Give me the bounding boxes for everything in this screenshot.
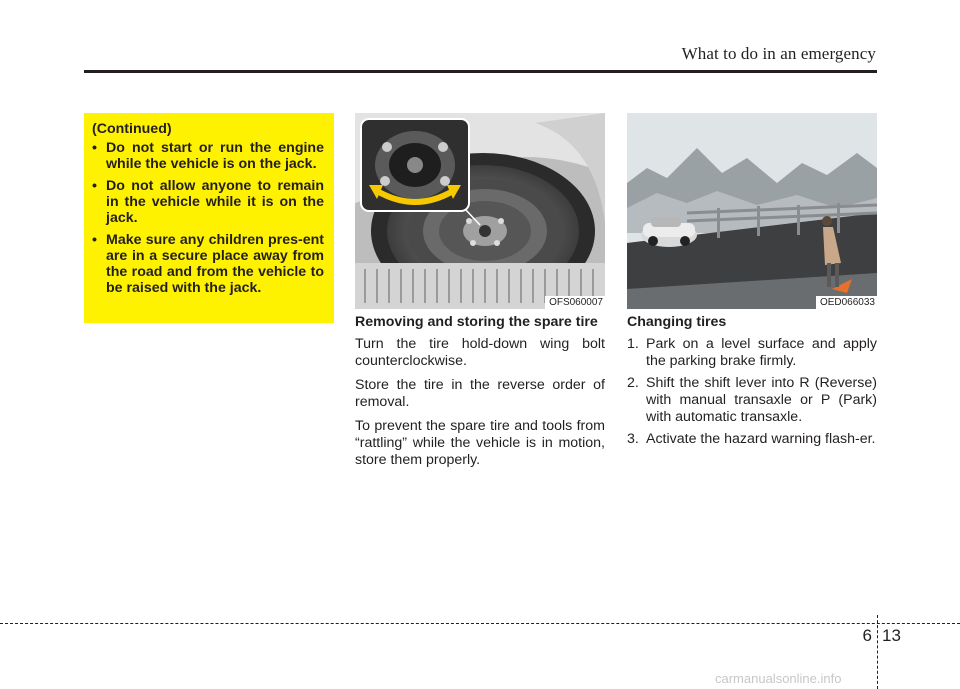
step-item [627, 336, 877, 370]
section-heading: Changing tires [627, 314, 727, 330]
watermark: carmanualsonline.info [715, 671, 842, 686]
footer-rule [0, 623, 960, 624]
warning-item: • Do not allow anyone to remain in the vehicle while it is on the jack. [92, 178, 324, 226]
warning-continued: (Continued) [92, 121, 172, 137]
section-heading: Removing and storing the spare tire [355, 314, 598, 330]
warning-box [84, 113, 334, 323]
section-title: What to do in an emergency [681, 44, 876, 63]
step-item [627, 375, 877, 426]
step-number: 2. [627, 375, 639, 391]
spare-tire-illustration [355, 113, 605, 309]
footer-divider [877, 615, 878, 689]
step-text: Park on a level surface and apply the parking brake firmly. [646, 336, 877, 369]
warning-item: • Do not start or run the engine while the vehicle is on the jack. [92, 140, 324, 172]
warning-item: • Make sure any children pres-ent are in a secure place away from the road and from the vehicle to be raised with the jack. [92, 232, 324, 296]
spare-tire-section [355, 314, 605, 476]
figure-code: OED066033 [816, 296, 877, 309]
figure-code: OFS060007 [545, 296, 605, 309]
paragraph: Store the tire in the reverse order of removal. [355, 377, 605, 410]
roadside-illustration [627, 113, 877, 309]
chapter-number: 6 [862, 626, 872, 645]
paragraph: To prevent the spare tire and tools from “rattling” while the vehicle is in motion, store them properly. [355, 418, 605, 468]
header-rule [84, 70, 877, 73]
step-text: Activate the hazard warning flash-er. [646, 431, 876, 447]
steps-list [627, 336, 877, 448]
roadside-figure [627, 113, 877, 309]
spare-tire-figure [355, 113, 605, 309]
step-item [627, 431, 877, 448]
paragraph: Turn the tire hold-down wing bolt counterclockwise. [355, 336, 605, 369]
changing-tires-section [627, 314, 877, 453]
step-number: 1. [627, 336, 639, 352]
warning-list [92, 140, 324, 296]
step-number: 3. [627, 431, 639, 447]
step-text: Shift the shift lever into R (Reverse) with manual transaxle or P (Park) with automatic transaxle. [646, 375, 877, 425]
page-number: 13 [882, 626, 901, 645]
